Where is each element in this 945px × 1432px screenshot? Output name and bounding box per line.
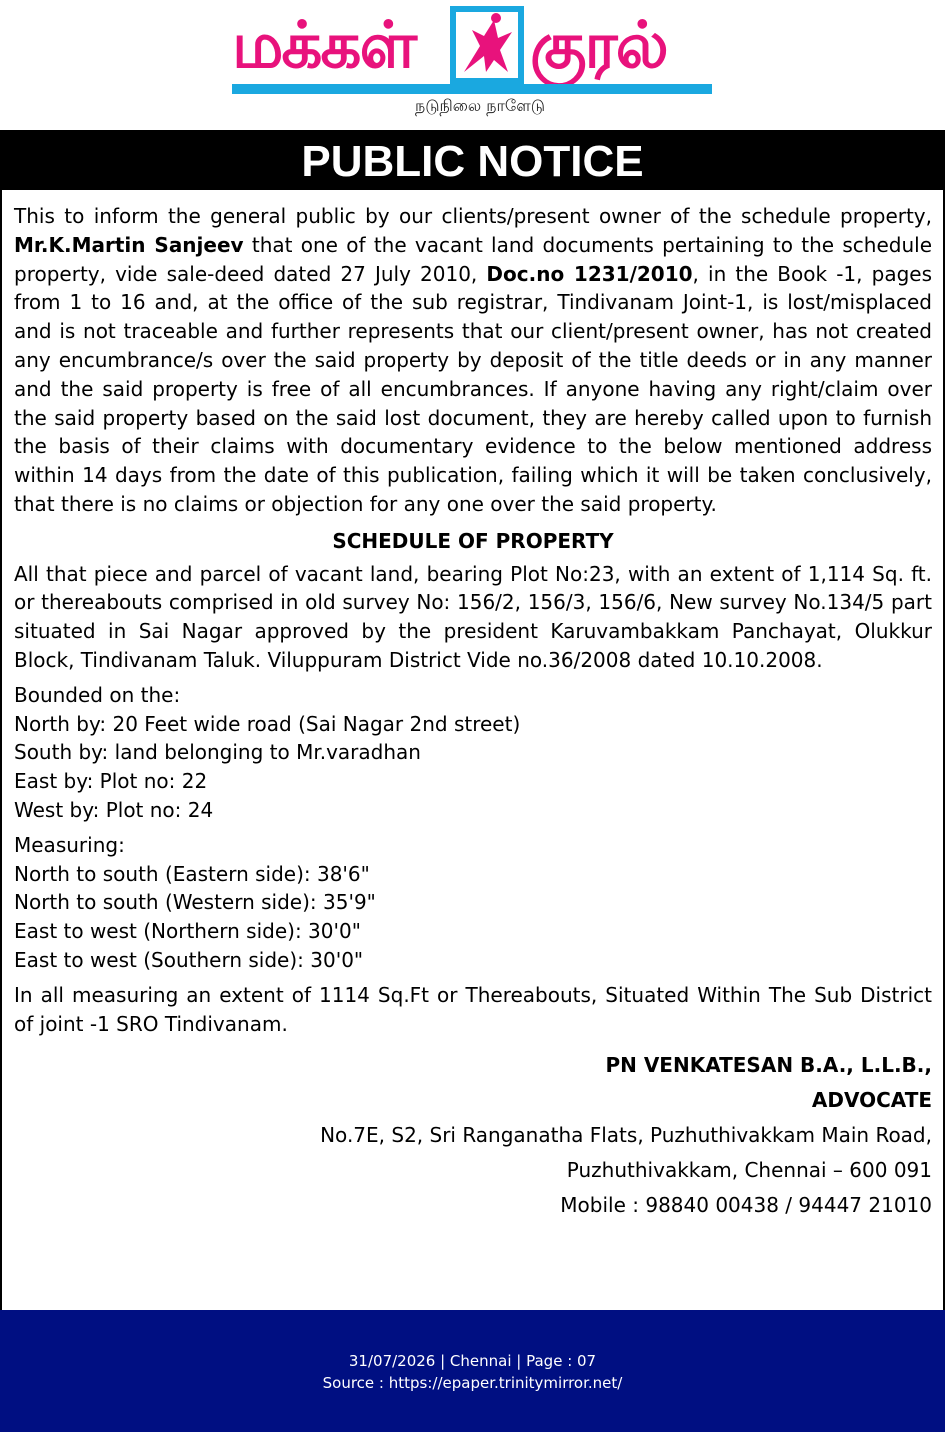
- bounded-label: Bounded on the:: [14, 682, 181, 707]
- measuring-label: Measuring:: [14, 832, 125, 857]
- schedule-heading: SCHEDULE OF PROPERTY: [332, 528, 614, 553]
- document-number: Doc.no 1231/2010: [486, 261, 693, 286]
- intro-paragraph: [14, 202, 932, 519]
- extent-paragraph: In all measuring an extent of 1114 Sq.Ft or Thereabouts, Situated Within The Sub District of joint -1 SRO Tindivanam.: [14, 982, 932, 1036]
- measure-1: North to south (Eastern side): 38'6": [14, 861, 370, 886]
- intro-text-1: This to inform the general public by our clients/present owner of the schedule property,: [14, 204, 932, 228]
- mobile-numbers: Mobile : 98840 00438 / 94447 21010: [560, 1193, 932, 1218]
- schedule-paragraph: All that piece and parcel of vacant land, bearing Plot No:23, with an extent of 1,114 Sq. ft. or thereabouts comprised in old survey No: 156/2, 156/3, 156/6, New survey No.134/5 part situated in Sai Nagar approved by the president Karuvambakkam Panchayat, Olukkur Block, Tindivanam Taluk. Viluppuram District Vide no.36/2008 dated 10.10.2008.: [14, 561, 932, 672]
- intro-text-2: that one of the vacant land documents pertaining to the schedule property, vide sale-deed dated 27 July 2010,: [14, 232, 932, 286]
- logo-underline: [232, 84, 712, 94]
- signature-block: [14, 1048, 932, 1223]
- notice-content: [14, 202, 932, 1223]
- dancer-emblem-icon: [450, 6, 524, 84]
- address-line-2: Puzhuthivakkam, Chennai – 600 091: [566, 1158, 932, 1183]
- notice-title: PUBLIC NOTICE: [2, 132, 943, 190]
- logo-text-right: குரல்: [530, 9, 667, 83]
- measuring-section: [14, 831, 932, 975]
- bounded-west: West by: Plot no: 24: [14, 797, 214, 822]
- owner-name: Mr.K.Martin Sanjeev: [14, 232, 244, 257]
- measure-4: East to west (Southern side): 30'0": [14, 947, 364, 972]
- measure-2: North to south (Western side): 35'9": [14, 890, 376, 915]
- intro-text-3: , in the Book -1, pages from 1 to 16 and, at the office of the sub registrar, Tindivanam Joint-1, is lost/misplaced and is not traceable and further represents that our client/present owner, has not created any encumbrance/s over the said property by deposit of the title deeds or in any manner and the said property is free of all encumbrances. If anyone having any right/claim over the said property based on the said lost document, they are hereby called upon to furnish the basis of their claims with documentary evidence to the below mentioned address within 14 days from the date of this publication, failing which it will be taken conclusively, that there is no claims or objection for any one over the said property.: [14, 261, 932, 516]
- bounded-north: North by: 20 Feet wide road (Sai Nagar 2nd street): [14, 711, 521, 736]
- bounded-east: East by: Plot no: 22: [14, 769, 208, 794]
- masthead: [0, 0, 945, 130]
- footer-bar: [0, 1310, 945, 1432]
- advocate-role: ADVOCATE: [811, 1088, 932, 1113]
- bounded-south: South by: land belonging to Mr.varadhan: [14, 740, 421, 765]
- footer-date-page: 31/07/2026 | Chennai | Page : 07: [348, 1352, 597, 1370]
- footer-source: Source : https://epaper.trinitymirror.net/: [322, 1374, 623, 1392]
- logo-tagline: நடுநிலை நாளேடு: [414, 96, 545, 115]
- address-line-1: No.7E, S2, Sri Ranganatha Flats, Puzhuthivakkam Main Road,: [320, 1123, 932, 1148]
- measure-3: East to west (Northern side): 30'0": [14, 919, 361, 944]
- notice-frame: [0, 130, 945, 1312]
- advocate-name: PN VENKATESAN B.A., L.L.B.,: [605, 1053, 932, 1078]
- logo-text-left: மக்கள்: [232, 9, 416, 83]
- bounded-section: [14, 681, 932, 825]
